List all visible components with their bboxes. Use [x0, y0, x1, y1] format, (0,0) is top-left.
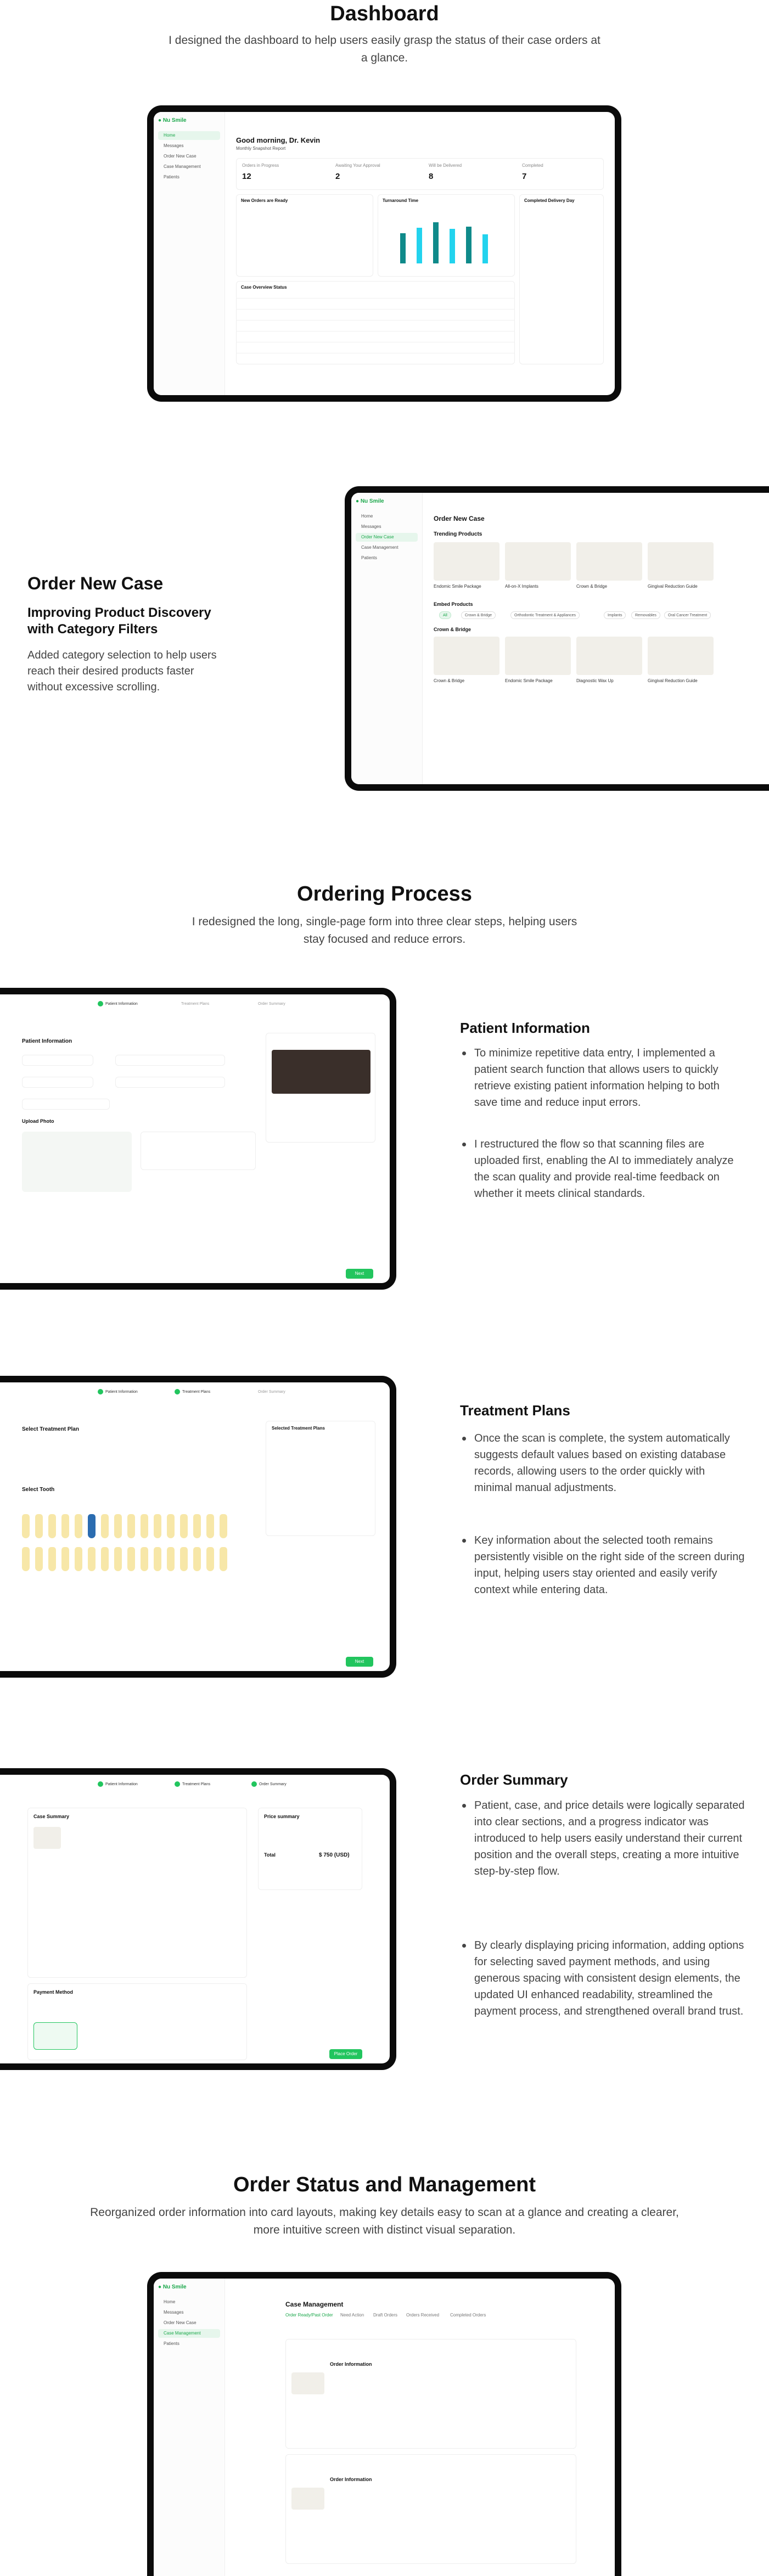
- sidebar-item-order[interactable]: Order New Case: [356, 533, 418, 542]
- stat-value: 7: [522, 172, 527, 181]
- dob-input[interactable]: [115, 1077, 225, 1088]
- sidebar: ● Nu Smile Home Messages Order New Case Case Management Patients: [154, 2279, 225, 2576]
- treatment-plans-title: Treatment Plans: [460, 1402, 570, 1419]
- sidebar-item-messages[interactable]: Messages: [164, 2310, 184, 2315]
- product-image[interactable]: [434, 637, 499, 675]
- sidebar-item-patients[interactable]: Patients: [361, 555, 377, 560]
- filter-chip-crown[interactable]: Crown & Bridge: [461, 611, 496, 619]
- order-device: ● Nu Smile Home Messages Order New Case Case Management Patients Order New Case Trending Products Endomic Smile Package All-on-X Implants Crown & Bridge Gingival Reduction Guide Embed Products All Crown & Bridge Orthodontic Treatment & Appliances Implants Removables Oral Cancer Treatment Crown & Bridge Crown & Bridge Endomic Smile Package Diagnostic Wax Up Gingival Reduction Guide: [345, 486, 769, 791]
- sidebar-item-order[interactable]: Order New Case: [164, 154, 197, 159]
- step-summary: Order Summary: [258, 1390, 285, 1394]
- step-summary: Order Summary: [258, 1002, 285, 1006]
- sidebar-item-home[interactable]: Home: [164, 2299, 176, 2304]
- selected-plans-title: Selected Treatment Plans: [272, 1426, 325, 1431]
- tab-need-action[interactable]: Need Action: [340, 2313, 364, 2318]
- patient-info-title: Patient Information: [460, 1020, 590, 1036]
- sidebar-item-messages[interactable]: Messages: [361, 524, 381, 529]
- file-list[interactable]: [141, 1132, 256, 1170]
- sidebar-item-home[interactable]: Home: [158, 131, 220, 140]
- stat-label: Will be Delivered: [429, 163, 462, 168]
- order-new-case-title: Order New Case: [27, 573, 164, 593]
- order-status-subtitle: Reorganized order information into card layouts, making key details easy to scan at a glance and creating a clearer, more intuitive screen with distinct visual separation.: [90, 2206, 679, 2236]
- patient-device: [0, 988, 396, 1290]
- order-summary-title: Order Summary: [460, 1771, 568, 1788]
- trending-title: Trending Products: [434, 531, 482, 537]
- product-name[interactable]: Gingival Reduction Guide: [648, 584, 698, 589]
- select-tooth-title: Select Tooth: [22, 1487, 55, 1493]
- stat-label: Awaiting Your Approval: [335, 163, 380, 168]
- case-management-title: Case Management: [285, 2301, 344, 2308]
- case-status-card: [236, 281, 515, 364]
- crown-bridge-card: [266, 1033, 375, 1143]
- tab-completed[interactable]: Completed Orders: [450, 2313, 486, 2318]
- upload-title: Upload Photo: [22, 1118, 54, 1124]
- payment-title: Payment Method: [33, 1989, 74, 1995]
- stat-value: 12: [242, 172, 251, 181]
- order-card-title: Order Information: [330, 2477, 372, 2482]
- order-new-case-subtitle: Improving Product Discovery with Category Filters: [27, 605, 211, 637]
- filter-chip-oral[interactable]: Oral Cancer Treatment: [664, 611, 711, 619]
- product-image[interactable]: [434, 542, 499, 581]
- next-button[interactable]: Next: [346, 1269, 373, 1279]
- provider-select[interactable]: [22, 1099, 110, 1110]
- greeting: Good morning, Dr. Kevin: [236, 136, 321, 144]
- total-value: $ 750 (USD): [319, 1852, 350, 1858]
- scan-preview: [22, 1132, 132, 1192]
- report-title: Monthly Snapshot Report: [236, 146, 286, 151]
- tab-received[interactable]: Orders Received: [406, 2313, 440, 2318]
- step-patient: Patient Information: [105, 1782, 138, 1786]
- turnaround-card: [378, 194, 515, 277]
- sidebar-item-messages[interactable]: Messages: [164, 143, 184, 148]
- dashboard-subtitle: I designed the dashboard to help users easily grasp the status of their case orders at a glance.: [169, 34, 600, 64]
- turnaround-title: Turnaround Time: [383, 198, 419, 203]
- treatment-plans-bullet: Key information about the selected tooth remains persistently visible on the right side of the screen during input, helping users stay oriented and easily verify context while entering data.: [460, 1532, 745, 1598]
- step-treatment: Treatment Plans: [181, 1002, 210, 1006]
- product-name[interactable]: Endomic Smile Package: [505, 678, 553, 683]
- order-status-title: Order Status and Management: [233, 2173, 536, 2196]
- product-image[interactable]: [505, 542, 571, 581]
- case-status-title: Case Overview Status: [241, 285, 287, 290]
- price-summary-title: Price summary: [264, 1814, 300, 1819]
- calendar-title: Completed Delivery Day: [524, 198, 575, 203]
- calendar-card: [519, 194, 604, 364]
- sidebar-item-cases[interactable]: Case Management: [158, 2329, 220, 2338]
- sidebar-item-cases[interactable]: Case Management: [164, 164, 201, 169]
- stat-value: 8: [429, 172, 434, 181]
- product-name[interactable]: Diagnostic Wax Up: [576, 678, 614, 683]
- step-patient: Patient Information: [105, 1002, 138, 1006]
- product-image[interactable]: [576, 542, 642, 581]
- product-name[interactable]: Crown & Bridge: [434, 678, 465, 683]
- treatment-plans-bullet: Once the scan is complete, the system automatically suggests default values based on existing database records, allowing users to the order quickly with minimal manual adjustments.: [460, 1430, 745, 1496]
- product-image[interactable]: [648, 637, 714, 675]
- sidebar-item-cases[interactable]: Case Management: [361, 545, 398, 550]
- filter-chip-ortho[interactable]: Orthodontic Treatment & Appliances: [510, 611, 580, 619]
- first-name-input[interactable]: [22, 1055, 93, 1066]
- sidebar-item-patients[interactable]: Patients: [164, 2341, 179, 2346]
- sidebar-item-order[interactable]: Order New Case: [164, 2320, 197, 2325]
- stat-label: Completed: [522, 163, 543, 168]
- product-name[interactable]: Gingival Reduction Guide: [648, 678, 698, 683]
- order-card[interactable]: [285, 2454, 576, 2564]
- patient-form-title: Patient Information: [22, 1038, 72, 1044]
- payment-card: [27, 1983, 247, 2060]
- tab-order-ready[interactable]: Order Ready/Past Order: [285, 2313, 333, 2318]
- patient-info-bullet: To minimize repetitive data entry, I implemented a patient search function that allows users to quickly retrieve existing patient information helping to both save time and reduce input errors.: [460, 1045, 745, 1111]
- status-device: [147, 2272, 621, 2576]
- product-name[interactable]: All-on-X Implants: [505, 584, 538, 589]
- step-patient: Patient Information: [105, 1390, 138, 1394]
- gender-select[interactable]: [22, 1077, 93, 1088]
- treatment-device: [0, 1376, 396, 1678]
- product-image[interactable]: [648, 542, 714, 581]
- last-name-input[interactable]: [115, 1055, 225, 1066]
- filter-chip-all[interactable]: All: [439, 611, 451, 619]
- step-treatment: Treatment Plans: [182, 1390, 211, 1394]
- crown-heading: Crown & Bridge: [434, 627, 471, 632]
- stat-value: 2: [335, 172, 340, 181]
- stat-label: Orders in Progress: [242, 163, 279, 168]
- step-treatment: Treatment Plans: [182, 1782, 211, 1786]
- product-image[interactable]: [576, 637, 642, 675]
- filter-chip-removables[interactable]: Removables: [631, 611, 660, 619]
- saved-card[interactable]: [33, 2022, 77, 2050]
- new-orders-card: [236, 194, 373, 277]
- total-label: Total: [264, 1852, 276, 1858]
- stats-card: [236, 158, 604, 190]
- summary-device: [0, 1768, 396, 2070]
- ordering-process-title: Ordering Process: [297, 882, 472, 905]
- patient-info-bullet: I restructured the flow so that scanning files are uploaded first, enabling the AI to immediately analyze the scan quality and provide real-time feedback on whether it meets clinical standards.: [460, 1136, 745, 1202]
- order-mock-title: Order New Case: [434, 515, 485, 522]
- step-summary: Order Summary: [259, 1782, 287, 1786]
- order-card[interactable]: [285, 2339, 576, 2449]
- sidebar: ● Nu Smile Home Messages Order New Case Case Management Patients: [351, 493, 423, 784]
- product-name[interactable]: Endomic Smile Package: [434, 584, 481, 589]
- case-summary-card: [27, 1808, 247, 1978]
- ordering-process-subtitle: I redesigned the long, single-page form into three clear steps, helping users stay focused and reduce errors.: [192, 915, 577, 946]
- treatment-plan-title: Select Treatment Plan: [22, 1426, 79, 1432]
- product-image[interactable]: [505, 637, 571, 675]
- sidebar-item-patients[interactable]: Patients: [164, 175, 179, 179]
- sidebar: ● Nu Smile Home Messages Order New Case Case Management Patients: [154, 112, 225, 395]
- dashboard-device: [147, 105, 621, 402]
- order-summary-bullet: Patient, case, and price details were logically separated into clear sections, and a progress indicator was introduced to help users easily understand their current position and the overall steps, creating a more intuitive step-by-step flow.: [460, 1797, 745, 1880]
- order-new-case-body: Added category selection to help users reach their desired products faster without excessive scrolling.: [27, 649, 217, 693]
- product-name[interactable]: Crown & Bridge: [576, 584, 608, 589]
- order-summary-bullet: By clearly displaying pricing information, adding options for selecting saved payment methods, and using generous spacing with consistent design elements, the updated UI enhanced readability, streamlined the payment process, and strengthened overall brand trust.: [460, 1937, 745, 2020]
- order-card-title: Order Information: [330, 2361, 372, 2367]
- selected-plans-card: [266, 1421, 375, 1536]
- next-button[interactable]: Next: [346, 1657, 373, 1667]
- dashboard-title: Dashboard: [330, 2, 439, 25]
- place-order-button[interactable]: Place Order: [329, 2049, 362, 2059]
- filter-chip-implants[interactable]: Implants: [604, 611, 626, 619]
- tab-draft[interactable]: Draft Orders: [373, 2313, 398, 2318]
- sidebar-item-home[interactable]: Home: [361, 514, 373, 519]
- price-summary-card: [258, 1808, 362, 1890]
- new-orders-title: New Orders are Ready: [241, 198, 288, 203]
- case-summary-title: Case Summary: [33, 1814, 70, 1819]
